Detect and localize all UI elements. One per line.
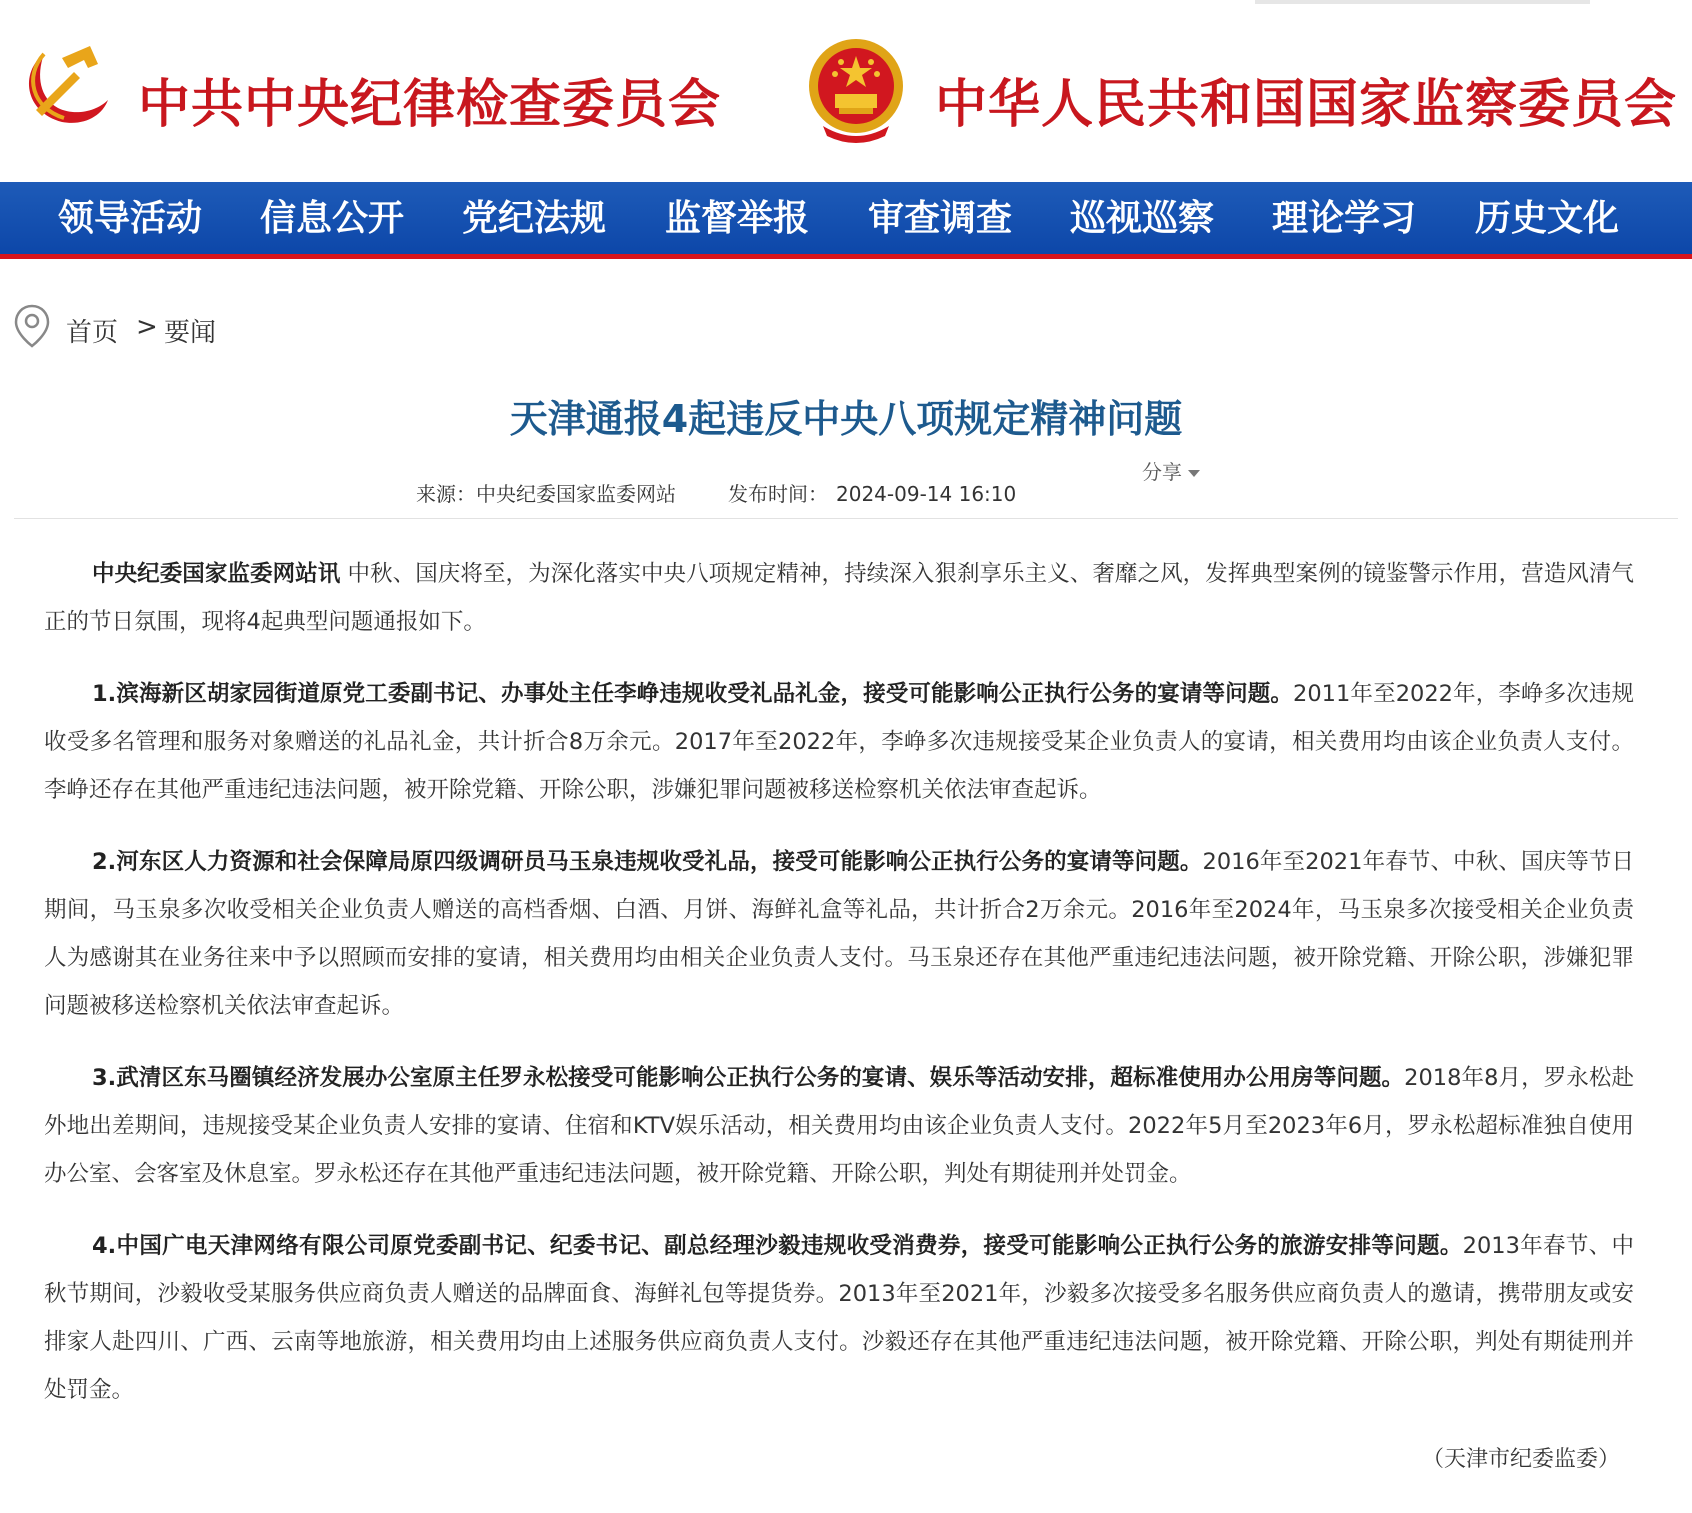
case-text: 2011年至2022年，李峥多次违规收受多名管理和服务对象赠送的礼品礼金，共计折合8万余元。2017年至2022年，李峥多次违规接受某企业负责人的宴请，相关费用均由该企业负责人支付。李峥还存在其他严重违纪违法问题，被开除党籍、开除公职，涉嫌犯罪问题被移送检察机关依法审查起诉。 <box>44 681 1634 803</box>
article-title: 天津通报4起违反中央八项规定精神问题 <box>509 397 1183 441</box>
case-heading: 1.滨海新区胡家园街道原党工委副书记、办事处主任李峥违规收受礼品礼金，接受可能影响公正执行公务的宴请等问题。 <box>92 681 1294 707</box>
publish-time: 2024-09-14 16:10 <box>836 482 1017 506</box>
nsc-title: 中华人民共和国国家监察委员会 <box>935 74 1678 135</box>
nav-item-theory[interactable]: 理论学习 <box>1272 197 1417 239</box>
nav-item-inspection[interactable]: 巡视巡察 <box>1070 197 1215 239</box>
nav-item-leadership[interactable]: 领导活动 <box>58 197 203 239</box>
source-label: 来源： <box>416 482 476 506</box>
nav-item-regulations[interactable]: 党纪法规 <box>462 197 607 239</box>
case-text: 2013年春节、中秋节期间，沙毅收受某服务供应商负责人赠送的品牌面食、海鲜礼包等提货券。2013年至2021年，沙毅多次接受多名服务供应商负责人的邀请，携带朋友或安排家人赴四川、广西、云南等地旅游，相关费用均由上述服务供应商负责人支付。沙毅还存在其他严重违纪违法问题，被开除党籍、开除公职，判处有期徒刑并处罚金。 <box>44 1233 1634 1403</box>
national-emblem-icon <box>805 36 907 144</box>
time-label: 发布时间： <box>728 482 828 506</box>
lead-text: 中秋、国庆将至，为深化落实中央八项规定精神，持续深入狠刹享乐主义、奢靡之风，发挥典型案例的镜鉴警示作用，营造风清气正的节日氛围，现将4起典型问题通报如下。 <box>44 561 1634 635</box>
case-paragraph-2 <box>44 838 1634 1030</box>
lead-paragraph <box>44 550 1634 646</box>
nav-item-report[interactable]: 监督举报 <box>665 197 810 239</box>
nav-item-info[interactable]: 信息公开 <box>260 197 405 239</box>
case-heading: 3.武清区东马圈镇经济发展办公室原主任罗永松接受可能影响公正执行公务的宴请、娱乐等活动安排，超标准使用办公用房等问题。 <box>92 1065 1405 1091</box>
article-meta <box>416 478 1026 507</box>
nav-item-history[interactable]: 历史文化 <box>1475 197 1620 239</box>
top-strip <box>1255 0 1590 4</box>
case-heading: 4.中国广电天津网络有限公司原党委副书记、纪委书记、副总经理沙毅违规收受消费券，接受可能影响公正执行公务的旅游安排等问题。 <box>92 1233 1463 1259</box>
share-label: 分享 <box>1142 460 1182 484</box>
article-footer-source: （天津市纪委监委） <box>1421 1447 1620 1472</box>
share-button[interactable] <box>1142 456 1200 485</box>
case-text: 2018年8月，罗永松赴外地出差期间，违规接受某企业负责人安排的宴请、住宿和KTV娱乐活动，相关费用均由该企业负责人支付。2022年5月至2023年6月，罗永松超标准独自使用办公室、会客室及休息室。罗永松还存在其他严重违纪违法问题，被开除党籍、开除公职，判处有期徒刑并处罚金。 <box>44 1065 1634 1187</box>
source-value: 中央纪委国家监委网站 <box>476 482 676 506</box>
case-paragraph-1 <box>44 670 1634 814</box>
divider <box>14 518 1678 519</box>
nav-item-investigation[interactable]: 审查调查 <box>868 197 1013 239</box>
case-text: 2016年至2021年春节、中秋、国庆等节日期间，马玉泉多次收受相关企业负责人赠送的高档香烟、白酒、月饼、海鲜礼盒等礼品，共计折合2万余元。2016年至2024年，马玉泉多次接受相关企业负责人为感谢其在业务往来中予以照顾而安排的宴请，相关费用均由相关企业负责人支付。马玉泉还存在其他严重违纪违法问题，被开除党籍、开除公职，涉嫌犯罪问题被移送检察机关依法审查起诉。 <box>44 849 1634 1019</box>
case-heading: 2.河东区人力资源和社会保障局原四级调研员马玉泉违规收受礼品，接受可能影响公正执行公务的宴请等问题。 <box>92 849 1203 875</box>
breadcrumb-separator: > <box>136 312 158 342</box>
chevron-down-icon <box>1188 470 1200 477</box>
case-paragraph-3 <box>44 1054 1634 1198</box>
cpc-ccdi-title: 中共中央纪律检查委员会 <box>138 74 722 135</box>
lead-bold: 中央纪委国家监委网站讯 <box>92 561 341 587</box>
hammer-sickle-icon <box>14 36 114 136</box>
breadcrumb-home[interactable]: 首页 <box>66 318 119 348</box>
breadcrumb-current[interactable]: 要闻 <box>164 318 217 348</box>
site-header <box>0 0 1692 182</box>
case-paragraph-4 <box>44 1222 1634 1414</box>
main-nav <box>0 182 1692 259</box>
location-pin-icon <box>14 304 50 348</box>
